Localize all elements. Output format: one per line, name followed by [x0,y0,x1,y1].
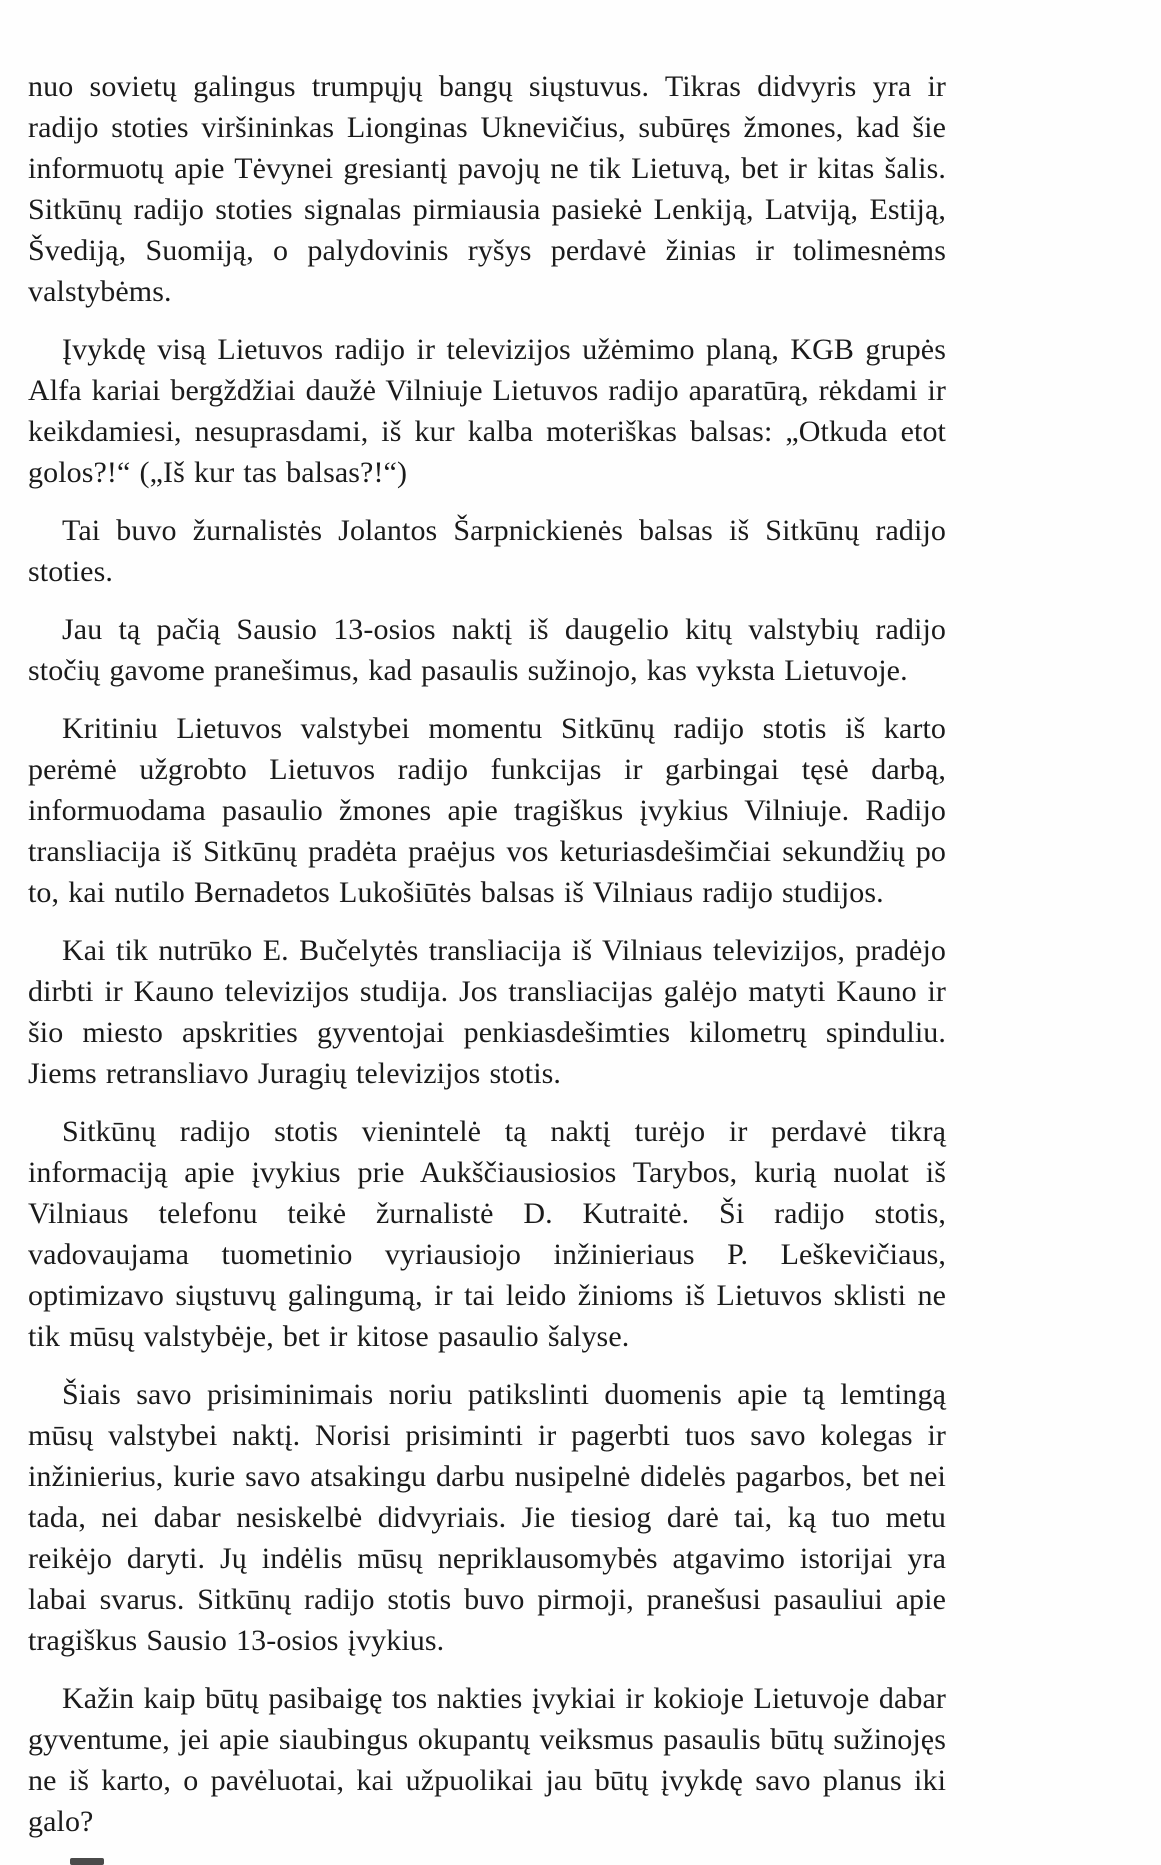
paragraph: nuo sovietų galingus trumpųjų bangų siųstuvus. Tikras didvyris yra ir radijo stoties viršininkas Lionginas Uknevičius, subūręs žmones, kad šie informuotų apie Tėvynei gresiantį pavojų ne tik Lietuvą, bet ir kitas šalis. Sitkūnų radijo stoties signalas pirmiausia pasiekė Lenkiją, Latviją, Estiją, Švediją, Suomiją, o palydovinis ryšys perdavė žinias ir tolimesnėms valstybėms. [28,70,946,308]
paragraph: Šiais savo prisiminimais noriu patikslinti duomenis apie tą lemtingą mūsų valstybei naktį. Norisi prisiminti ir pagerbti tuos savo kolegas ir inžinierius, kurie savo atsakingu darbu nusipelnė didelės pagarbos, bet nei tada, nei dabar nesiskelbė didvyriais. Jie tiesiog darė tai, ką tuo metu reikėjo daryti. Jų indėlis mūsų nepriklausomybės atgavimo istorijai yra labai svarus. Sitkūnų radijo stotis buvo pirmoji, pranešusi pasauliui apie tragiškus Sausio 13-osios įvykius. [28,1378,946,1657]
paragraph: Įvykdę visą Lietuvos radijo ir televizijos užėmimo planą, KGB grupės Alfa kariai bergždžiai daužė Vilniuje Lietuvos radijo aparatūrą, rėkdami ir keikdamiesi, nesuprasdami, iš kur kalba moteriškas balsas: „Otkuda etot golos?!“ („Iš kur tas balsas?!“) [28,333,946,489]
paragraph: Sitkūnų radijo stotis vienintelė tą naktį turėjo ir perdavė tikrą informaciją apie įvykius prie Aukščiausiosios Tarybos, kurią nuolat iš Vilniaus telefonu teikė žurnalistė D. Kutraitė. Ši radijo stotis, vadovaujama tuometinio vyriausiojo inžinieriaus P. Leškevičiaus, optimizavo siųstuvų galingumą, ir tai leido žinioms iš Lietuvos sklisti ne tik mūsų valstybėje, bet ir kitose pasaulio šalyse. [28,1115,946,1353]
page-text-block [28,66,946,1859]
paragraph: Kai tik nutrūko E. Bučelytės transliacija iš Vilniaus televizijos, pradėjo dirbti ir Kauno televizijos studija. Jos transliacijas galėjo matyti Kauno ir šio miesto apskrities gyventojai penkiasdešimties kilometrų spinduliu. Jiems retransliavo Juragių televizijos stotis. [28,934,946,1090]
scan-smudge-artifact [70,1858,104,1865]
paragraph: Tai buvo žurnalistės Jolantos Šarpnickienės balsas iš Sitkūnų radijo stoties. [28,514,946,588]
paragraph: Jau tą pačią Sausio 13-osios naktį iš daugelio kitų valstybių radijo stočių gavome pranešimus, kad pasaulis sužinojo, kas vyksta Lietuvoje. [28,613,946,687]
paragraph: Kritiniu Lietuvos valstybei momentu Sitkūnų radijo stotis iš karto perėmė užgrobto Lietuvos radijo funkcijas ir garbingai tęsė darbą, informuodama pasaulio žmones apie tragiškus įvykius Vilniuje. Radijo transliacija iš Sitkūnų pradėta praėjus vos keturiasdešimčiai sekundžių po to, kai nutilo Bernadetos Lukošiūtės balsas iš Vilniaus radijo studijos. [28,712,946,909]
paragraph: Kažin kaip būtų pasibaigę tos nakties įvykiai ir kokioje Lietuvoje dabar gyventume, jei apie siaubingus okupantų veiksmus pasaulis būtų sužinojęs ne iš karto, o pavėluotai, kai užpuolikai jau būtų įvykdę savo planus iki galo? [28,1682,946,1838]
